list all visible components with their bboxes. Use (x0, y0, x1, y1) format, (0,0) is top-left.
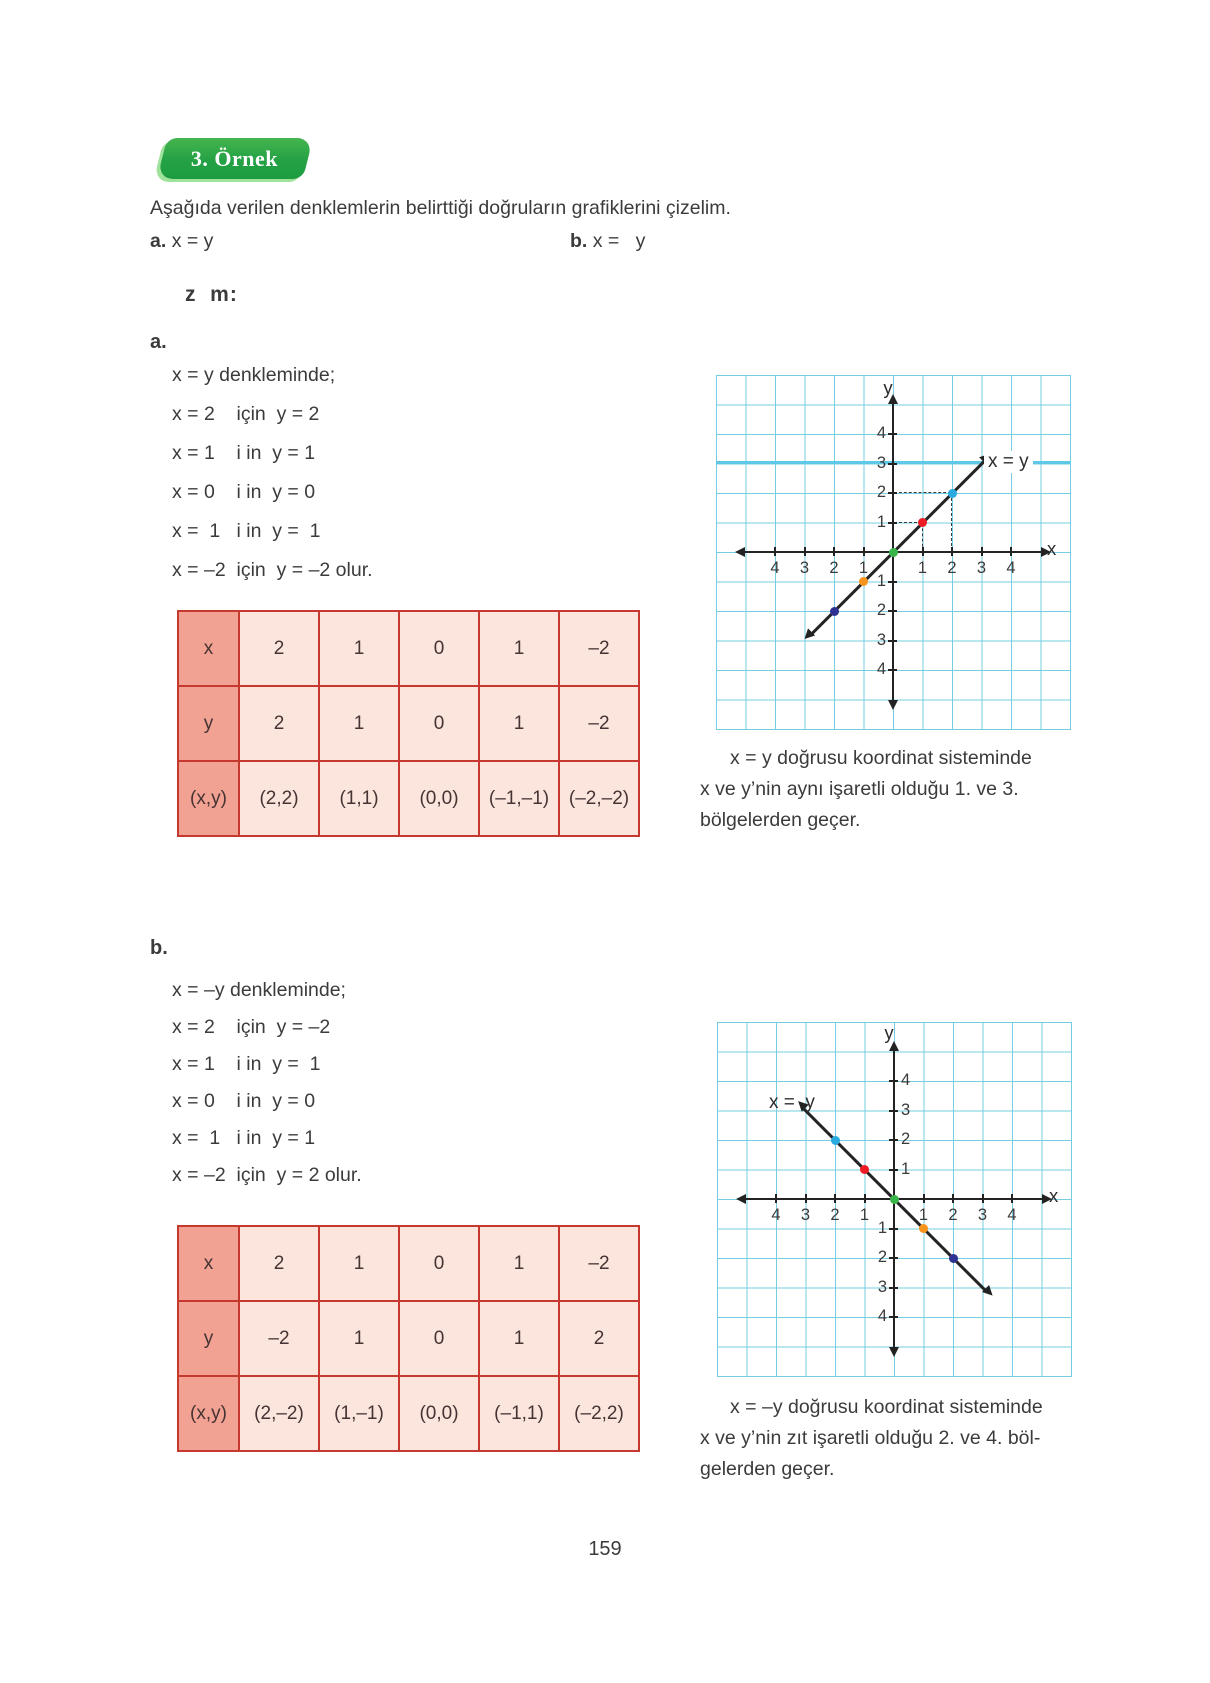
equation-line: x = 1 i in y = 1 (172, 1127, 316, 1149)
table-cell: 1 (479, 1226, 559, 1301)
equation-label: x = y (769, 1092, 815, 1113)
note-b (700, 1392, 1043, 1485)
data-point (948, 489, 957, 498)
table-row (178, 686, 639, 761)
x-tick-label: 1 (918, 1206, 929, 1224)
note-line: x = –y doğrusu koordinat sisteminde (730, 1396, 1043, 1418)
value-table-a (177, 610, 640, 837)
x-axis-tick (923, 1194, 925, 1203)
x-axis-tick (863, 547, 865, 556)
data-point (859, 577, 868, 586)
y-axis-tick (889, 1257, 898, 1259)
table-cell: 1 (479, 686, 559, 761)
x-axis-tick (952, 1194, 954, 1203)
x-tick-label: 4 (1007, 1206, 1017, 1224)
table-cell: (0,0) (399, 1376, 479, 1451)
row-header-y: y (178, 686, 239, 761)
y-axis-label: y (884, 1022, 894, 1043)
data-point (949, 1254, 958, 1263)
row-header-xy: (x,y) (178, 1376, 239, 1451)
x-tick-label: 2 (829, 559, 839, 577)
y-tick-label: 4 (876, 660, 886, 678)
y-tick-label: 1 (877, 1218, 887, 1237)
data-point (831, 1136, 840, 1145)
equation-line: x = –y denkleminde; (172, 979, 346, 1001)
data-point (889, 548, 898, 557)
section-b-steps (172, 972, 362, 1194)
note-line: x = y doğrusu koordinat sisteminde (730, 747, 1032, 769)
y-tick-label: 3 (901, 1100, 911, 1119)
table-cell: 1 (319, 1226, 399, 1301)
table-row (178, 1376, 639, 1451)
line-arrow-icon (981, 1285, 995, 1299)
intro-text: Aşağıda verilen denklemlerin belirttiği doğruların grafiklerini çizelim. (150, 197, 731, 219)
x-axis-tick (1011, 1194, 1013, 1203)
table-cell: 1 (319, 1301, 399, 1376)
y-axis-tick (889, 1139, 898, 1141)
table-cell: (2,–2) (239, 1376, 319, 1451)
y-axis-label: y (883, 377, 893, 398)
data-point (919, 1224, 928, 1233)
note-line: x ve y’nin aynı işaretli olduğu 1. ve 3. (700, 778, 1019, 800)
y-tick-label: 4 (877, 1307, 887, 1325)
section-a-steps (172, 356, 373, 590)
problem-a (150, 230, 213, 253)
table-cell: 0 (399, 611, 479, 686)
y-tick-label: 4 (876, 424, 886, 442)
x-axis-tick (864, 1194, 866, 1203)
row-header-y: y (178, 1301, 239, 1376)
x-tick-label: 2 (830, 1206, 840, 1224)
y-axis-tick (889, 1228, 898, 1230)
x-tick-label: 2 (947, 559, 957, 577)
y-axis-tick (888, 522, 897, 524)
table-cell: 2 (239, 686, 319, 761)
page-number: 159 (588, 1538, 622, 1560)
table-cell: –2 (559, 686, 639, 761)
equation-line: x = 1 i in y = 1 (172, 442, 316, 464)
problem-a-equation: x = y (171, 230, 214, 252)
table-cell: (–1,–1) (479, 761, 559, 836)
y-tick-label: 3 (877, 1277, 887, 1296)
y-tick-label: 3 (876, 453, 886, 472)
y-axis-tick (888, 640, 897, 642)
row-header-x: x (178, 611, 239, 686)
y-axis-tick (888, 669, 897, 671)
y-tick-label: 2 (876, 601, 886, 619)
row-header-x: x (178, 1226, 239, 1301)
x-axis-tick (981, 547, 983, 556)
x-tick-label: 4 (771, 1206, 781, 1224)
table-cell: –2 (239, 1301, 319, 1376)
table-cell: 1 (479, 611, 559, 686)
coordinate-plane-a (716, 375, 1071, 730)
y-axis-tick (888, 610, 897, 612)
x-axis-label: x (1049, 1185, 1059, 1206)
value-table-b (177, 1225, 640, 1452)
section-b-label: b. (150, 937, 168, 959)
x-axis-tick (834, 1194, 836, 1203)
y-axis-tick (888, 433, 897, 435)
x-tick-label: 1 (859, 1206, 870, 1224)
section-a-label: a. (150, 331, 167, 353)
equation-line: x = 0 i in y = 0 (172, 481, 316, 503)
table-cell: (2,2) (239, 761, 319, 836)
note-line: bölgelerden geçer. (700, 809, 861, 831)
equation-line: x = 2 için y = –2 (172, 1016, 331, 1038)
row-header-xy: (x,y) (178, 761, 239, 836)
problem-b (570, 230, 645, 253)
y-axis-tick (889, 1287, 898, 1289)
note-line: gelerden geçer. (700, 1458, 835, 1480)
table-cell: 2 (239, 611, 319, 686)
y-tick-label: 2 (877, 1248, 887, 1266)
x-tick-label: 4 (770, 559, 780, 577)
table-cell: 1 (319, 611, 399, 686)
y-axis-tick (889, 1169, 898, 1171)
x-axis-tick (805, 1194, 807, 1203)
x-tick-label: 4 (1006, 559, 1016, 577)
solution-heading: z m: (185, 283, 238, 306)
x-tick-label: 1 (858, 559, 869, 577)
data-point (830, 607, 839, 616)
arrow-down-icon (888, 700, 898, 710)
table-row (178, 1226, 639, 1301)
y-axis-tick (889, 1316, 898, 1318)
y-axis-tick (888, 492, 897, 494)
x-axis-tick (982, 1194, 984, 1203)
table-cell: (–2,–2) (559, 761, 639, 836)
table-row (178, 761, 639, 836)
table-cell: (0,0) (399, 761, 479, 836)
equation-line: x = –2 için y = 2 olur. (172, 1164, 362, 1186)
equation-line: x = y denkleminde; (172, 364, 336, 386)
y-tick-label: 1 (876, 512, 886, 531)
y-tick-label: 2 (876, 483, 886, 501)
table-cell: 2 (559, 1301, 639, 1376)
table-row (178, 611, 639, 686)
y-tick-label: 3 (876, 630, 886, 649)
equation-line: x = 2 için y = 2 (172, 403, 320, 425)
y-tick-label: 2 (901, 1130, 911, 1148)
y-tick-label: 4 (901, 1071, 911, 1089)
table-cell: 0 (399, 1226, 479, 1301)
table-cell: 1 (479, 1301, 559, 1376)
data-point (918, 518, 927, 527)
x-axis-tick (774, 547, 776, 556)
arrow-left-icon (735, 547, 745, 557)
example-badge-label: 3. Örnek (191, 145, 279, 171)
data-point (860, 1165, 869, 1174)
x-tick-label: 2 (948, 1206, 958, 1224)
table-cell: 2 (239, 1226, 319, 1301)
note-line: x ve y’nin zıt işaretli olduğu 2. ve 4. böl- (700, 1427, 1041, 1449)
equation-label: x = y (984, 451, 1033, 473)
coordinate-plane-b (717, 1022, 1072, 1377)
y-axis-tick (888, 581, 897, 583)
x-axis-tick (804, 547, 806, 556)
table-cell: 0 (399, 1301, 479, 1376)
y-axis-tick (889, 1080, 898, 1082)
table-cell: (1,1) (319, 761, 399, 836)
dashed-guide (951, 493, 952, 551)
arrow-down-icon (889, 1347, 899, 1357)
x-tick-label: 1 (917, 559, 928, 577)
x-tick-label: 3 (977, 1206, 988, 1224)
y-axis-tick (888, 463, 897, 465)
y-axis-tick (889, 1110, 898, 1112)
x-axis-tick (922, 547, 924, 556)
problem-a-label: a. (150, 230, 167, 252)
equation-line: x = –2 için y = –2 olur. (172, 559, 373, 581)
x-axis-tick (1010, 547, 1012, 556)
problem-b-equation: x = y (592, 230, 646, 252)
y-tick-label: 1 (876, 571, 886, 590)
equation-line: x = 0 i in y = 0 (172, 1090, 316, 1112)
equation-line: x = 1 i in y = 1 (172, 1053, 321, 1075)
table-cell: (–2,2) (559, 1376, 639, 1451)
x-tick-label: 3 (800, 1206, 811, 1224)
x-tick-label: 3 (976, 559, 987, 577)
x-axis-label: x (1047, 538, 1057, 559)
dashed-guide (894, 492, 951, 493)
note-a (700, 743, 1032, 836)
table-row (178, 1301, 639, 1376)
table-cell: –2 (559, 1226, 639, 1301)
x-axis-tick (775, 1194, 777, 1203)
table-cell: 1 (319, 686, 399, 761)
data-point (890, 1195, 899, 1204)
table-cell: 0 (399, 686, 479, 761)
table-cell: –2 (559, 611, 639, 686)
line-arrow-icon (801, 629, 815, 643)
y-tick-label: 1 (901, 1159, 911, 1178)
equation-line: x = 1 i in y = 1 (172, 520, 321, 542)
example-badge (157, 138, 313, 179)
arrow-left-icon (736, 1194, 746, 1204)
x-axis-tick (951, 547, 953, 556)
problem-b-label: b. (570, 230, 588, 252)
table-cell: (–1,1) (479, 1376, 559, 1451)
x-axis-tick (833, 547, 835, 556)
table-cell: (1,–1) (319, 1376, 399, 1451)
x-tick-label: 3 (799, 559, 810, 577)
